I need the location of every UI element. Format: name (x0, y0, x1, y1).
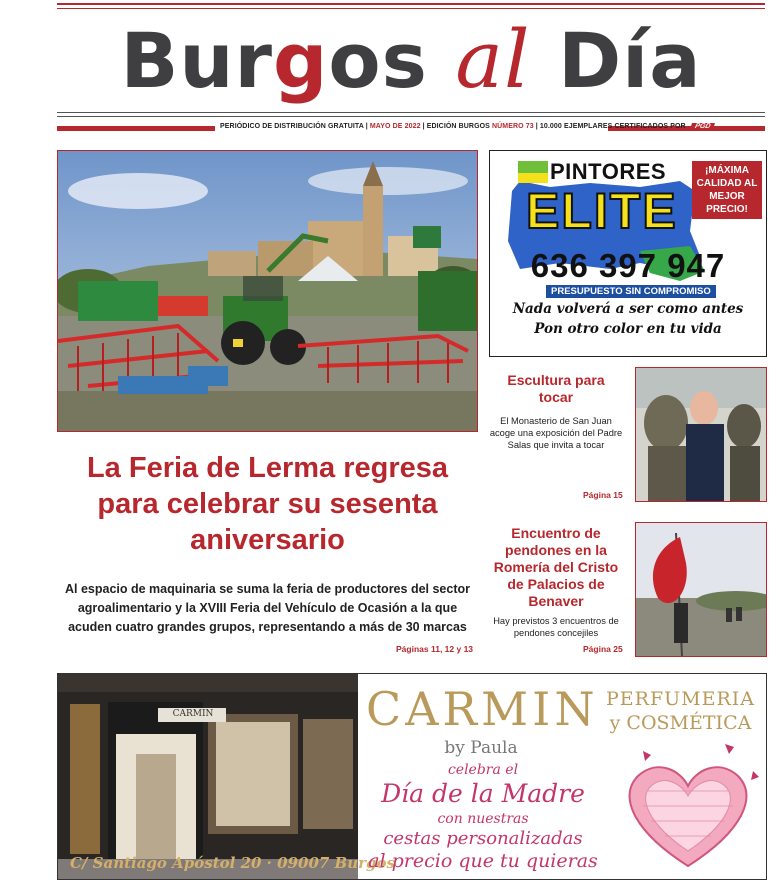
pendones-illustration (636, 523, 766, 656)
carmin-category-2: y COSMÉTICA (609, 712, 752, 734)
lead-headline: La Feria de Lerma regresa para celebrar su sesenta aniversario (86, 452, 449, 556)
pintores-slogan: ¡MÁXIMA CALIDAD AL MEJOR PRECIO! (692, 161, 762, 219)
carmin-store-sign: CARMIN (172, 709, 214, 719)
pintores-tagline-1: Nada volverá a ser como antes (512, 301, 744, 317)
carmin-line-2: Día de la Madre (381, 779, 585, 808)
ad-carmin[interactable] (57, 673, 767, 880)
carmin-byline: by Paula (444, 738, 518, 758)
pintores-brand-top: PINTORES (550, 159, 667, 184)
masthead-meta: PERIÓDICO DE DISTRIBUCIÓN GRATUITA | MAYO DE 2022 | EDICIÓN BURGOS NÚMERO 73 | 10.000 EJEMPLARES CERTIFICADOS POR PGD (220, 123, 714, 130)
top-rule-1 (57, 3, 765, 5)
meta-rule-left (57, 126, 215, 131)
carmin-line-4: cestas personalizadas (383, 828, 583, 849)
carmin-category-1: PERFUMERIA (605, 688, 755, 710)
carmin-storefront (58, 674, 358, 879)
carmin-line-5: al precio que tu quieras (368, 850, 598, 872)
carmin-address: C/ Santiago Apóstol 20 · 09007 Burgos (70, 854, 395, 872)
pintores-budget: PRESUPUESTO SIN COMPROMISO (546, 285, 716, 298)
pintores-brand-main: ELITE (526, 183, 678, 239)
carmin-line-3: con nuestras (437, 811, 529, 827)
mast-rule-2 (57, 116, 765, 117)
masthead-title: Burgos al Día (120, 13, 702, 106)
escultura-title: Escultura para tocar (507, 372, 605, 405)
escultura-page-ref: Página 15 (583, 490, 623, 500)
top-rule-2 (57, 8, 765, 9)
pintores-tagline-2: Pon otro color en tu vida (534, 321, 722, 337)
lead-photo (57, 150, 478, 432)
pendones-photo (635, 522, 767, 657)
ad-pintores-elite[interactable] (489, 150, 767, 357)
mast-rule-1 (57, 112, 765, 113)
escultura-illustration (636, 368, 766, 501)
carmin-brand: CARMIN (366, 682, 599, 736)
pendones-page-ref: Página 25 (583, 644, 623, 654)
pendones-body: Hay previstos 3 encuentros de pendones concejiles (493, 616, 619, 638)
certifier-logo: PGD (690, 123, 715, 130)
lead-page-ref: Páginas 11, 12 y 13 (396, 644, 474, 654)
lead-photo-illustration (58, 151, 477, 431)
lead-dek: Al espacio de maquinaria se suma la feria de productores del sector agroalimentario y la XVIII Feria del Vehículo de Ocasión a la que acuden cuatro grandes grupos, representando a más de 30 marcas (64, 582, 470, 634)
escultura-photo (635, 367, 767, 502)
escultura-body: El Monasterio de San Juan acoge una exposición del Padre Salas que invita a tocar (489, 416, 623, 450)
pintores-phone: 636 397 947 (530, 247, 726, 284)
carmin-line-1: celebra el (447, 762, 519, 778)
pendones-title: Encuentro de pendones en la Romería del Cristo de Palacios de Benaver (493, 525, 619, 609)
heart-basket-icon (613, 736, 763, 876)
